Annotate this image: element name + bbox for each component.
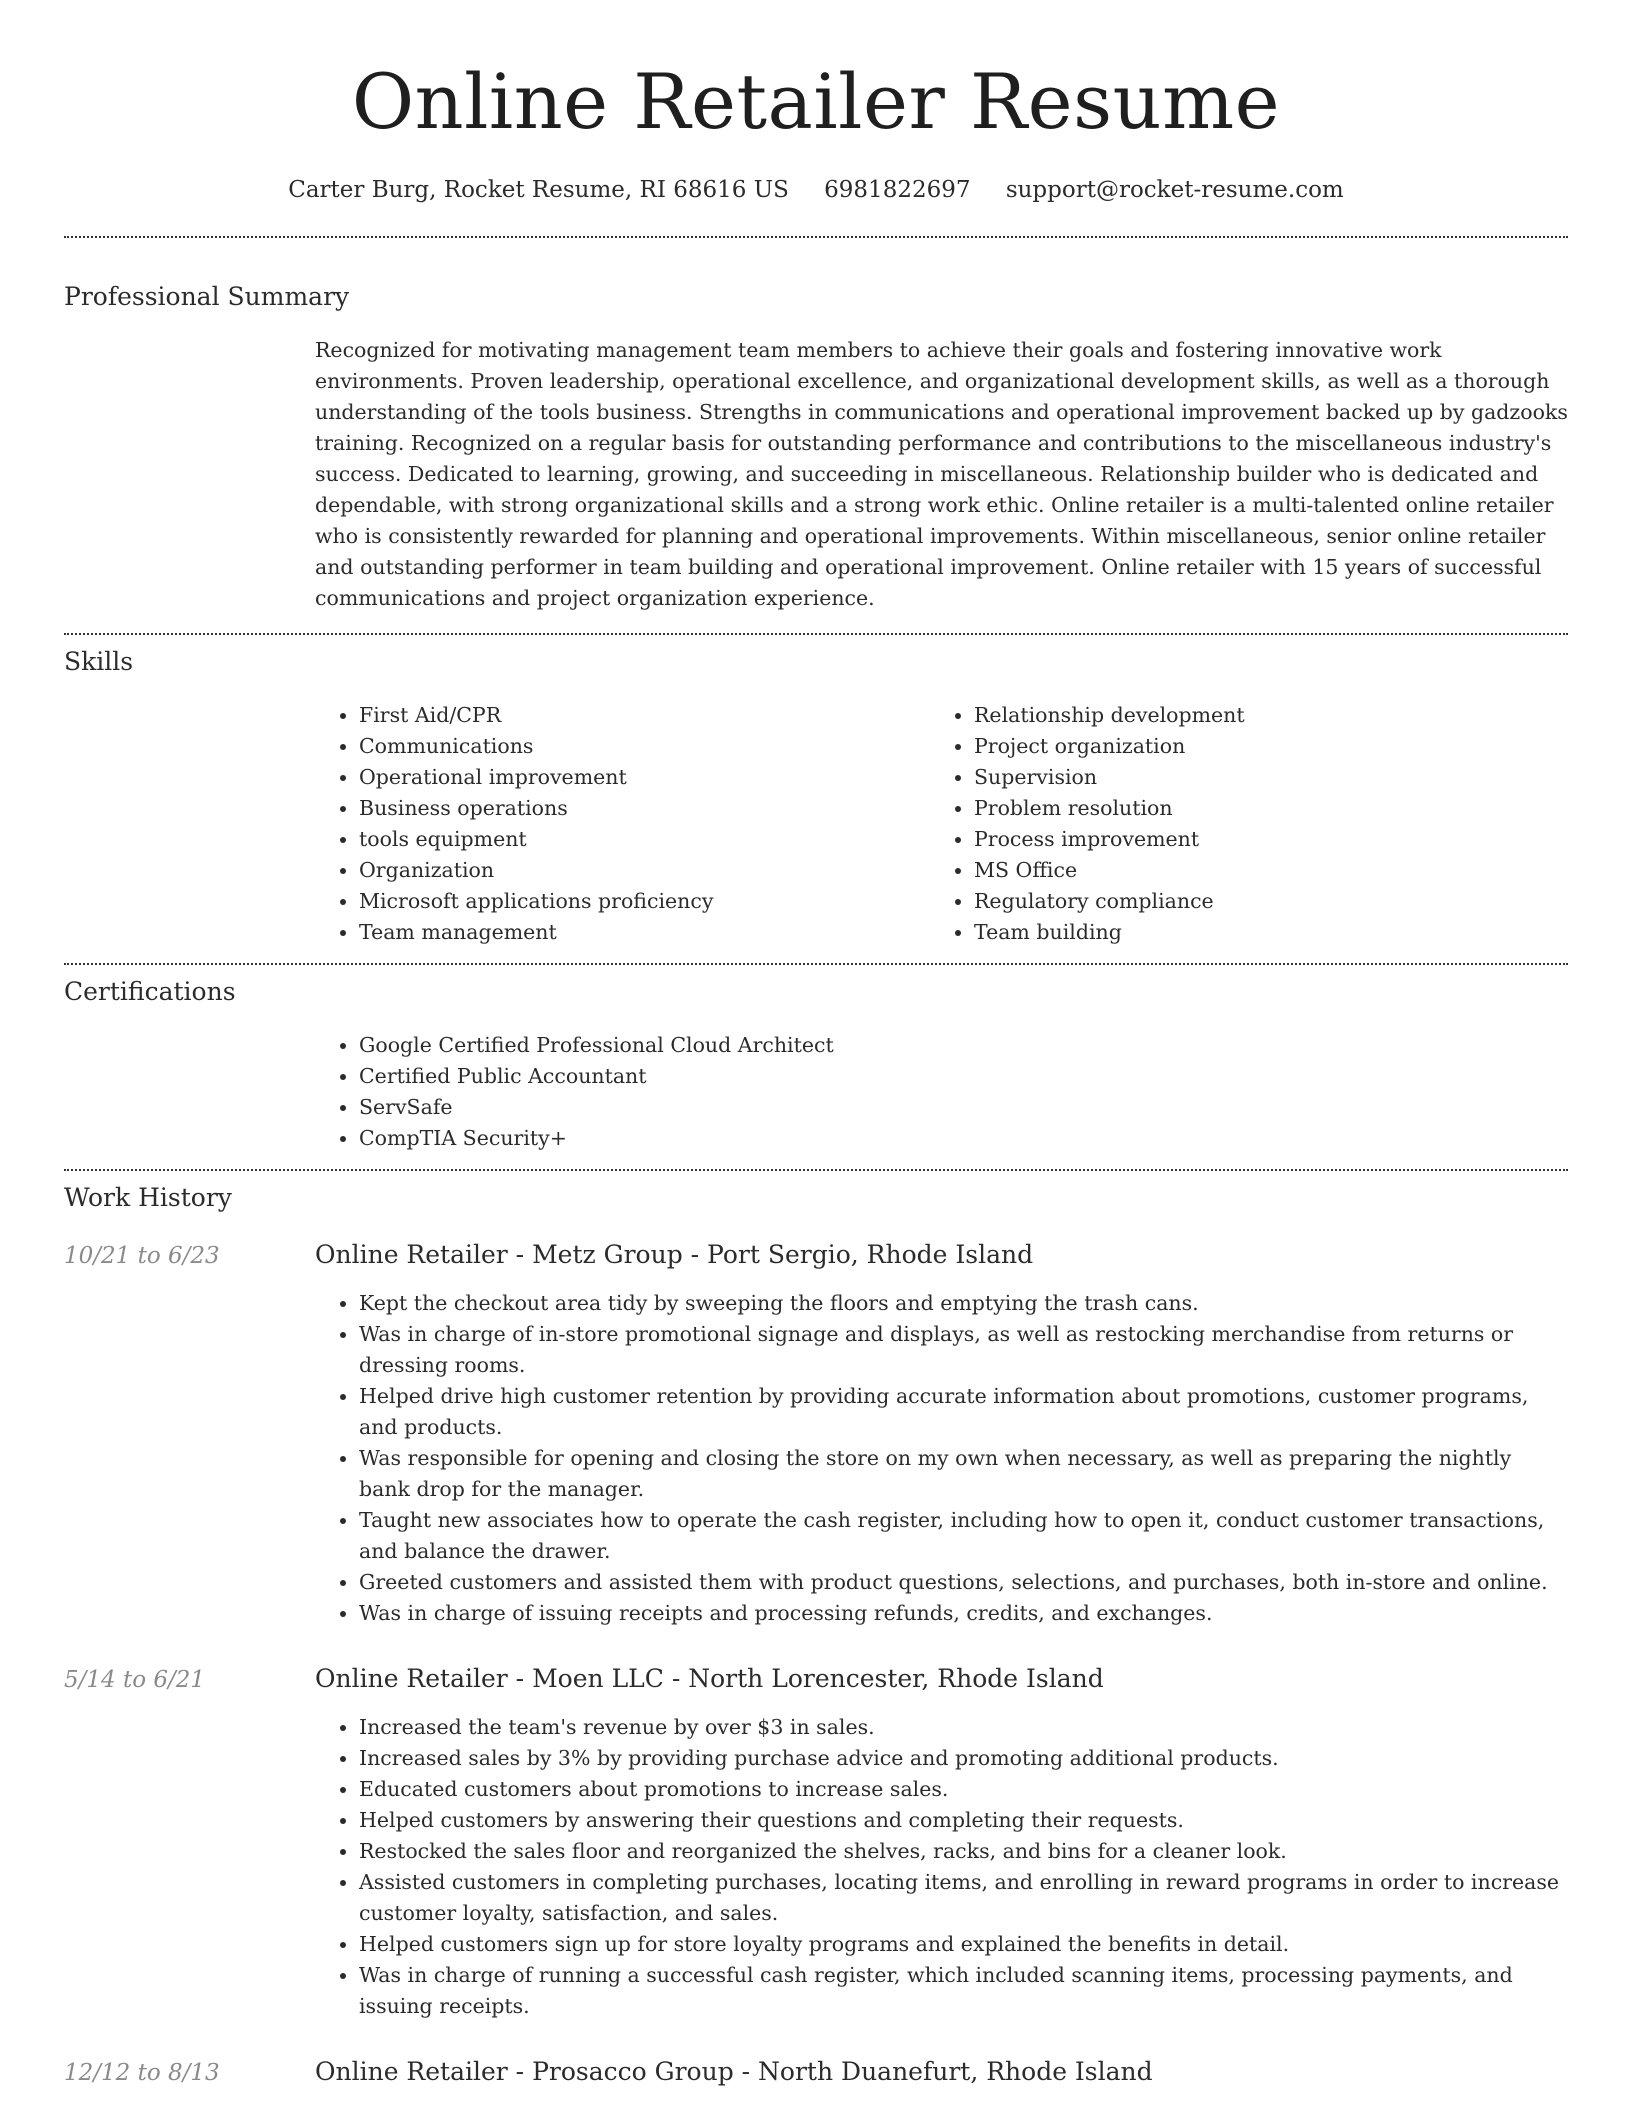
job-dates: 10/21 to 6/23 bbox=[64, 1243, 220, 1269]
contact-address: Carter Burg, Rocket Resume, RI 68616 US bbox=[288, 177, 789, 203]
skills-column-right bbox=[930, 700, 1545, 948]
certification-item: • CompTIA Security+ bbox=[359, 1123, 1568, 1154]
skill-item: • Team management bbox=[359, 917, 930, 948]
skill-item: • Microsoft applications proficiency bbox=[359, 886, 930, 917]
summary-text: Recognized for motivating management team members to achieve their goals and fostering innovative work environments. Proven leadership, operational excellence, and organizational development skills, as well as a thorough understanding of the tools business. Strengths in communications and operational improvement backed up by gadzooks training. Recognized on a regular basis for outstanding performance and contributions to the miscellaneous industry's success. Dedicated to learning, growing, and succeeding in miscellaneous. Relationship builder who is dedicated and dependable, with strong organizational skills and a strong work ethic. Online retailer is a multi-talented online retailer who is consistently rewarded for planning and operational improvements. Within miscellaneous, senior online retailer and outstanding performer in team building and operational improvement. Online retailer with 15 years of successful communications and project organization experience. bbox=[315, 338, 1568, 610]
job-bullet: • Greeted customers and assisted them with product questions, selections, and purchases, both in-store and online. bbox=[359, 1567, 1568, 1598]
skill-item: • Team building bbox=[974, 917, 1545, 948]
job-bullet-list bbox=[315, 1288, 1568, 1629]
certifications-bullets bbox=[315, 1030, 1568, 1154]
job-bullet: • Helped drive high customer retention by providing accurate information about promotions, customer programs, and products. bbox=[359, 1381, 1568, 1443]
job-bullet: • Was in charge of issuing receipts and processing refunds, credits, and exchanges. bbox=[359, 1598, 1568, 1629]
job-entry bbox=[64, 1239, 1568, 1629]
contact-phone: 6981822697 bbox=[824, 177, 971, 203]
skill-item: • Communications bbox=[359, 731, 930, 762]
skill-item: • Project organization bbox=[974, 731, 1545, 762]
job-dates: 12/12 to 8/13 bbox=[64, 2060, 220, 2086]
job-bullet: • Helped customers by answering their questions and completing their requests. bbox=[359, 1805, 1568, 1836]
job-title: Online Retailer - Moen LLC - North Lorencester, Rhode Island bbox=[315, 1664, 1104, 1693]
job-entry bbox=[64, 2056, 1568, 2089]
job-bullet: • Assisted customers in completing purchases, locating items, and enrolling in reward programs in order to increase customer loyalty, satisfaction, and sales. bbox=[359, 1867, 1568, 1929]
job-header bbox=[64, 2056, 1568, 2089]
skill-item: • Relationship development bbox=[974, 700, 1545, 731]
skill-item: • Problem resolution bbox=[974, 793, 1545, 824]
skill-item: • Operational improvement bbox=[359, 762, 930, 793]
work-history-heading: Work History bbox=[64, 1183, 232, 1212]
skill-item: • First Aid/CPR bbox=[359, 700, 930, 731]
summary-heading: Professional Summary bbox=[64, 282, 350, 311]
skills-column-left bbox=[315, 700, 930, 948]
job-bullet: • Was in charge of in-store promotional signage and displays, as well as restocking merchandise from returns or dressing rooms. bbox=[359, 1319, 1568, 1381]
certifications-section bbox=[64, 965, 1568, 1154]
skills-section bbox=[64, 635, 1568, 948]
job-title: Online Retailer - Prosacco Group - North Duanefurt, Rhode Island bbox=[315, 2057, 1153, 2086]
job-bullet: • Increased the team's revenue by over $3 in sales. bbox=[359, 1712, 1568, 1743]
work-history-section bbox=[64, 1171, 1568, 2089]
job-bullet: • Helped customers sign up for store loyalty programs and explained the benefits in detail. bbox=[359, 1929, 1568, 1960]
job-dates: 5/14 to 6/21 bbox=[64, 1667, 206, 1693]
job-bullet: • Taught new associates how to operate the cash register, including how to open it, conduct customer transactions, and balance the drawer. bbox=[359, 1505, 1568, 1567]
job-bullet: • Was in charge of running a successful cash register, which included scanning items, processing payments, and issuing receipts. bbox=[359, 1960, 1568, 2022]
job-bullet: • Was responsible for opening and closing the store on my own when necessary, as well as preparing the nightly bank drop for the manager. bbox=[359, 1443, 1568, 1505]
job-entry bbox=[64, 1663, 1568, 2022]
certification-item: • ServSafe bbox=[359, 1092, 1568, 1123]
job-bullet: • Increased sales by 3% by providing purchase advice and promoting additional products. bbox=[359, 1743, 1568, 1774]
certification-item: • Certified Public Accountant bbox=[359, 1061, 1568, 1092]
job-bullet: • Restocked the sales floor and reorganized the shelves, racks, and bins for a cleaner look. bbox=[359, 1836, 1568, 1867]
skill-item: • Regulatory compliance bbox=[974, 886, 1545, 917]
job-bullet: • Kept the checkout area tidy by sweeping the floors and emptying the trash cans. bbox=[359, 1288, 1568, 1319]
certification-item: • Google Certified Professional Cloud Architect bbox=[359, 1030, 1568, 1061]
skills-list bbox=[315, 700, 1568, 948]
job-bullet-list bbox=[315, 1712, 1568, 2022]
skill-item: • Organization bbox=[359, 855, 930, 886]
job-bullets bbox=[315, 1712, 1568, 2022]
certifications-list bbox=[315, 1030, 1568, 1154]
skill-item: • MS Office bbox=[974, 855, 1545, 886]
skills-heading: Skills bbox=[64, 647, 134, 676]
job-title: Online Retailer - Metz Group - Port Sergio, Rhode Island bbox=[315, 1240, 1034, 1269]
job-header bbox=[64, 1663, 1568, 1696]
certifications-heading: Certifications bbox=[64, 977, 236, 1006]
skill-item: • Process improvement bbox=[974, 824, 1545, 855]
skill-item: • tools equipment bbox=[359, 824, 930, 855]
job-bullet: • Educated customers about promotions to increase sales. bbox=[359, 1774, 1568, 1805]
contact-line bbox=[64, 174, 1568, 206]
job-bullets bbox=[315, 1288, 1568, 1629]
contact-email: support@rocket-resume.com bbox=[1005, 177, 1344, 203]
job-header bbox=[64, 1239, 1568, 1272]
skill-item: • Supervision bbox=[974, 762, 1545, 793]
summary-section bbox=[64, 238, 1568, 614]
skill-item: • Business operations bbox=[359, 793, 930, 824]
resume-title: Online Retailer Resume bbox=[351, 57, 1281, 146]
